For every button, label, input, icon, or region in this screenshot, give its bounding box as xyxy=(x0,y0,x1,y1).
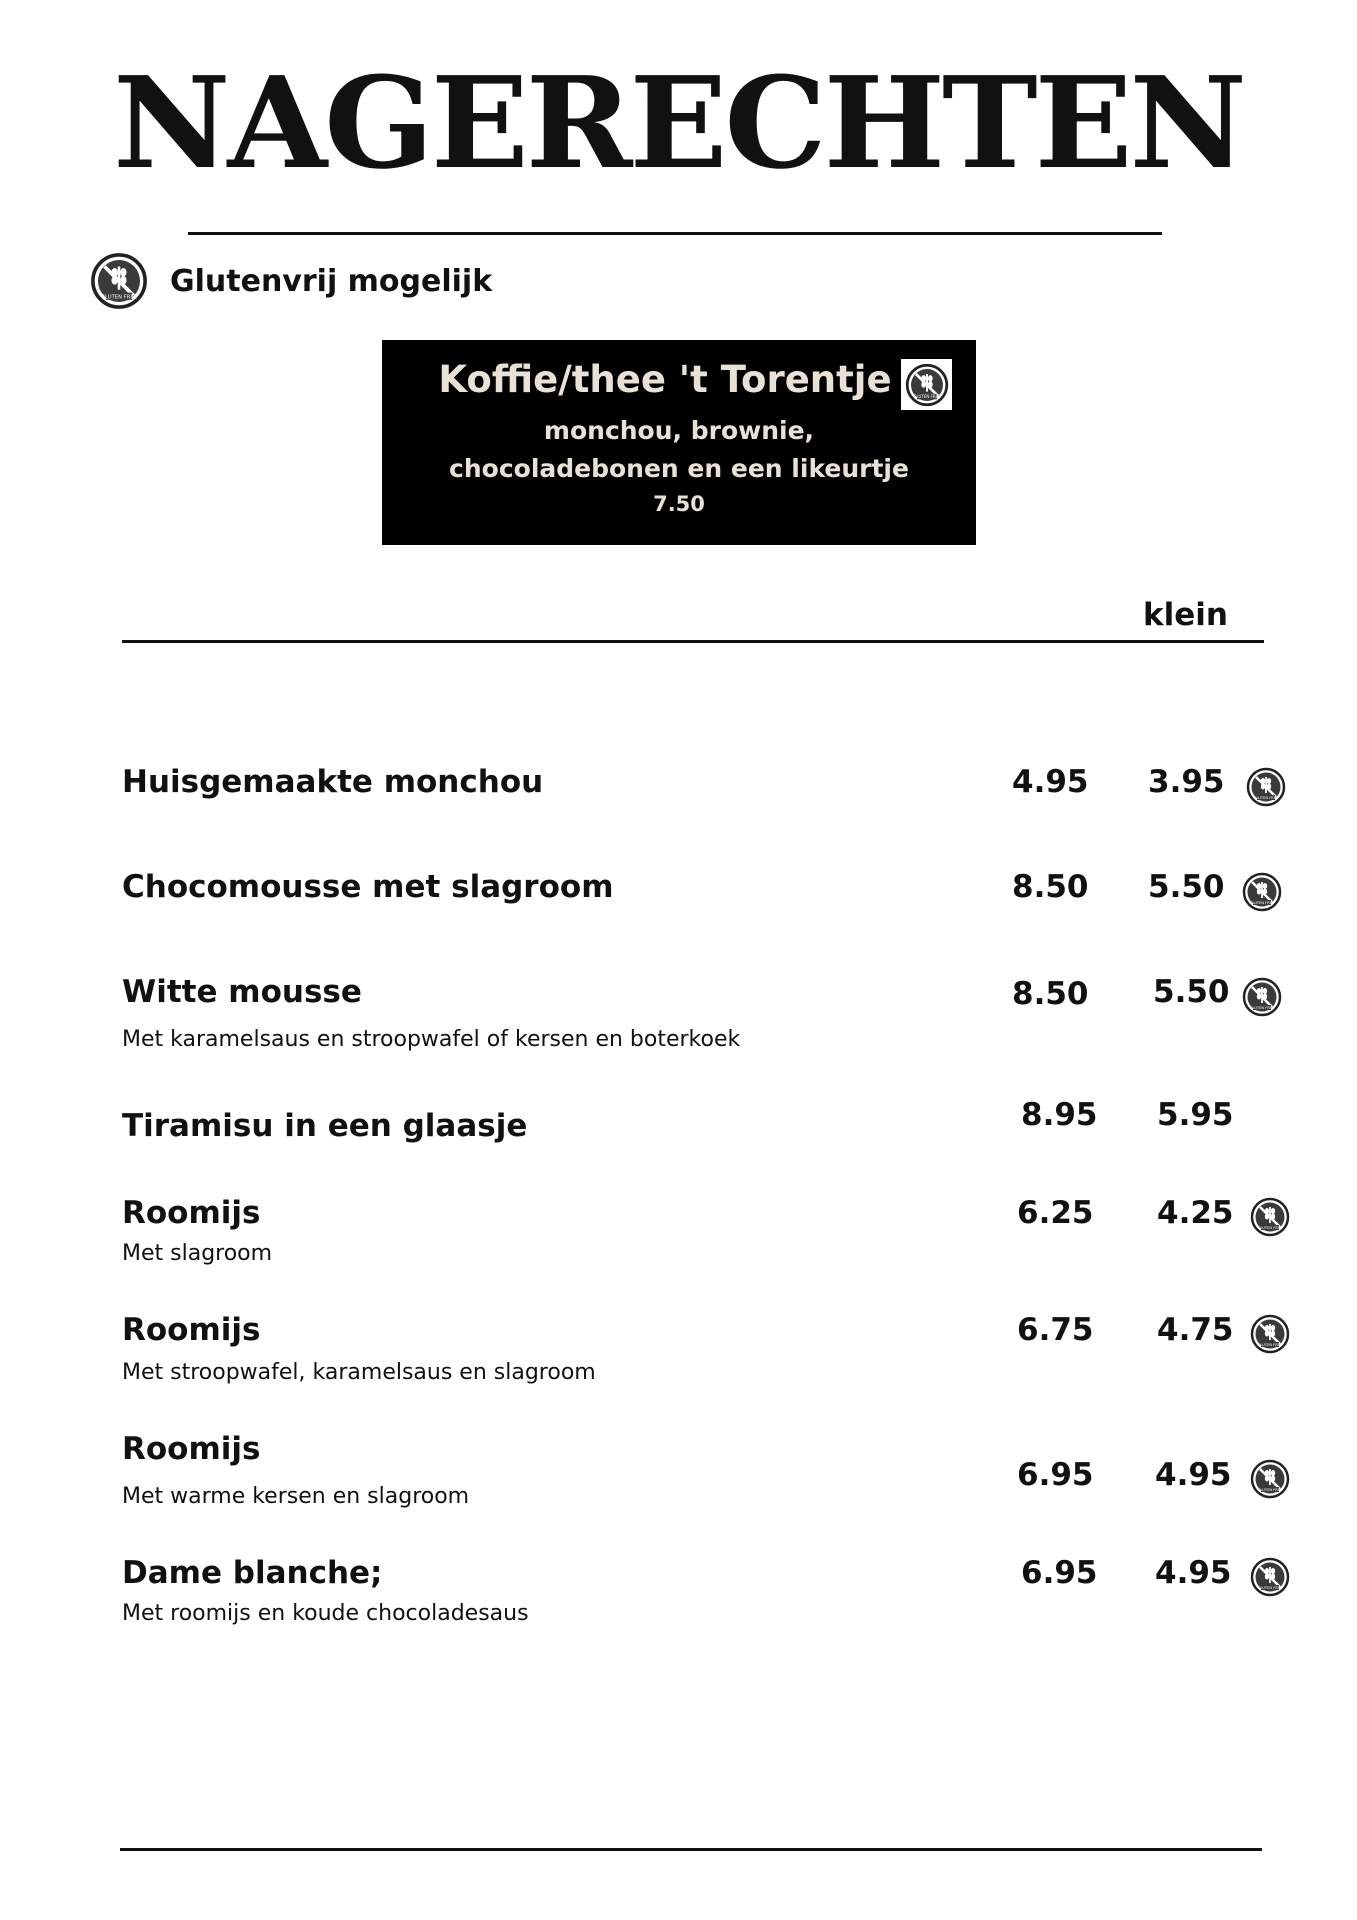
menu-item-price: 6.95 xyxy=(1021,1555,1098,1591)
menu-item-name: Roomijs xyxy=(122,1312,261,1348)
gluten-free-icon xyxy=(90,252,148,310)
menu-item-price: 4.95 xyxy=(1012,764,1089,800)
gluten-free-icon xyxy=(1242,977,1282,1017)
menu-item-price-small: 4.95 xyxy=(1155,1555,1232,1591)
menu-item-name: Huisgemaakte monchou xyxy=(122,764,544,800)
menu-item-price: 8.95 xyxy=(1021,1097,1098,1133)
promo-description-line-2: chocoladebonen en een likeurtje xyxy=(449,454,909,483)
title-divider xyxy=(188,232,1162,235)
gluten-free-icon xyxy=(1250,1314,1290,1354)
gluten-free-icon xyxy=(1250,1459,1290,1499)
menu-item-price: 6.75 xyxy=(1017,1312,1094,1348)
menu-item-name: Chocomousse met slagroom xyxy=(122,869,614,905)
menu-item-price-small: 4.25 xyxy=(1157,1195,1234,1231)
menu-item-price: 8.50 xyxy=(1012,976,1089,1012)
menu-item-description: Met warme kersen en slagroom xyxy=(122,1484,470,1509)
menu-item-price: 8.50 xyxy=(1012,869,1089,905)
menu-item-description: Met karamelsaus en stroopwafel of kersen en boterkoek xyxy=(122,1027,741,1052)
menu-item-description: Met stroopwafel, karamelsaus en slagroom xyxy=(122,1360,596,1385)
menu-item-description: Met roomijs en koude chocoladesaus xyxy=(122,1601,529,1626)
column-header-small: klein xyxy=(1143,597,1228,633)
menu-item-price-small: 5.50 xyxy=(1153,974,1230,1010)
menu-item-price-small: 4.95 xyxy=(1155,1457,1232,1493)
promo-title: Koffie/thee 't Torentje xyxy=(438,358,892,401)
gluten-free-icon xyxy=(1242,872,1282,912)
menu-item-price: 6.95 xyxy=(1017,1457,1094,1493)
menu-item-price-small: 4.75 xyxy=(1157,1312,1234,1348)
menu-item-description: Met slagroom xyxy=(122,1241,273,1266)
menu-item-name: Roomijs xyxy=(122,1195,261,1231)
menu-item-price-small: 5.95 xyxy=(1157,1097,1234,1133)
promo-description-line-1: monchou, brownie, xyxy=(543,416,815,445)
gluten-free-icon xyxy=(1250,1557,1290,1597)
menu-item-name: Dame blanche; xyxy=(122,1555,383,1591)
menu-item-name: Roomijs xyxy=(122,1431,261,1467)
menu-item-price: 6.25 xyxy=(1017,1195,1094,1231)
legend xyxy=(90,252,492,310)
promo-price: 7.50 xyxy=(653,492,705,516)
gluten-free-icon xyxy=(1246,767,1286,807)
legend-label: Glutenvrij mogelijk xyxy=(170,263,493,299)
header-divider xyxy=(122,640,1264,643)
menu-item-price-small: 3.95 xyxy=(1148,764,1225,800)
menu-item-price-small: 5.50 xyxy=(1148,869,1225,905)
gluten-free-icon xyxy=(901,359,952,410)
promo-box xyxy=(382,340,976,545)
page-title: NAGERECHTEN xyxy=(113,49,1244,197)
footer-divider xyxy=(120,1848,1262,1851)
menu-item-name: Witte mousse xyxy=(122,974,362,1010)
menu-item-name: Tiramisu in een glaasje xyxy=(122,1108,528,1144)
gluten-free-icon xyxy=(1250,1197,1290,1237)
